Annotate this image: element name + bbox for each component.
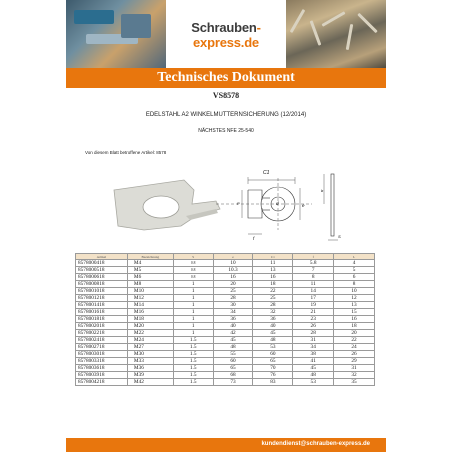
table-cell: 12	[334, 295, 375, 302]
table-cell: 8578001618	[76, 309, 128, 316]
table-cell: 31	[334, 365, 375, 372]
table-cell: 0.8	[173, 267, 213, 274]
table-cell: 22	[253, 288, 293, 295]
table-cell: 1	[173, 281, 213, 288]
table-cell: 16	[334, 316, 375, 323]
table-cell: M8	[127, 281, 173, 288]
table-row	[76, 323, 375, 330]
table-cell: 1	[173, 330, 213, 337]
table-cell: 53	[253, 344, 293, 351]
dimensions-table	[75, 253, 375, 386]
table-cell: 8578000518	[76, 267, 128, 274]
table-cell: 6	[334, 274, 375, 281]
table-cell: 28	[293, 330, 334, 337]
table-row	[76, 351, 375, 358]
table-cell: 35	[334, 379, 375, 386]
table-row	[76, 358, 375, 365]
col-header: Bezeichnung	[127, 254, 173, 260]
footer-email-link[interactable]: kundendienst@schrauben-express.de	[261, 441, 370, 447]
table-cell: 38	[293, 351, 334, 358]
table-cell: M22	[127, 330, 173, 337]
table-row	[76, 302, 375, 309]
table-row	[76, 365, 375, 372]
label-e: e	[302, 203, 305, 208]
table-cell: 16	[213, 274, 253, 281]
technical-drawing	[66, 160, 386, 248]
table-cell: 1	[173, 295, 213, 302]
table-cell: 13	[253, 267, 293, 274]
affected-items-note: Von diesem Blatt betroffene Artikel: 8578	[85, 150, 167, 155]
table-cell: 45	[213, 337, 253, 344]
footer-bar	[66, 438, 386, 452]
table-cell: 36	[213, 316, 253, 323]
table-cell: 0.8	[173, 260, 213, 267]
header-photo-screws	[286, 0, 386, 68]
table-cell: M5	[127, 267, 173, 274]
table-cell: 34	[213, 309, 253, 316]
table-cell: 1.5	[173, 344, 213, 351]
table-cell: 48	[213, 344, 253, 351]
table-cell: 1.5	[173, 337, 213, 344]
document-subtitle: EDELSTAHL A2 WINKELMUTTERNSICHERUNG (12/2014)	[145, 112, 307, 118]
table-cell: 8578002018	[76, 323, 128, 330]
document-title-bar: Technisches Dokument	[66, 68, 386, 88]
table-cell: 8	[293, 274, 334, 281]
table-cell: M30	[127, 351, 173, 358]
table-cell: 40	[253, 323, 293, 330]
table-cell: 55	[213, 351, 253, 358]
table-cell: 1	[173, 288, 213, 295]
table-cell: 7	[293, 267, 334, 274]
table-row	[76, 379, 375, 386]
table-cell: 48	[293, 372, 334, 379]
table-cell: 70	[253, 365, 293, 372]
table-cell: 30	[213, 302, 253, 309]
table-cell: 8578001018	[76, 288, 128, 295]
table-cell: 83	[253, 379, 293, 386]
table-cell: M24	[127, 337, 173, 344]
table-cell: 1	[173, 316, 213, 323]
table-cell: 1	[173, 323, 213, 330]
table-cell: M6	[127, 274, 173, 281]
table-cell: 8578002418	[76, 337, 128, 344]
document-page	[66, 0, 386, 452]
table-row	[76, 316, 375, 323]
table-cell: 65	[253, 358, 293, 365]
table-cell: 1.5	[173, 351, 213, 358]
table-cell: M10	[127, 288, 173, 295]
col-header: S	[173, 254, 213, 260]
table-cell: M36	[127, 365, 173, 372]
table-cell: 8578000418	[76, 260, 128, 267]
document-code: VS8578	[212, 91, 240, 100]
table-cell: 8578003018	[76, 351, 128, 358]
table-cell: 10	[213, 260, 253, 267]
front-view	[216, 177, 312, 234]
table-cell: 25	[253, 295, 293, 302]
table-cell: 10.3	[213, 267, 253, 274]
table-cell: 32	[334, 372, 375, 379]
table-cell: 25	[213, 288, 253, 295]
table-cell: M14	[127, 302, 173, 309]
table-cell: 8578001218	[76, 295, 128, 302]
table-cell: M39	[127, 372, 173, 379]
table-cell: 1	[173, 309, 213, 316]
table-cell: 20	[213, 281, 253, 288]
col-header: C1	[253, 254, 293, 260]
table-cell: 45	[253, 330, 293, 337]
table-row	[76, 260, 375, 267]
label-c1: C1	[263, 170, 270, 176]
table-cell: 23	[293, 316, 334, 323]
table-cell: 45	[293, 365, 334, 372]
table-cell: 13	[334, 302, 375, 309]
table-row	[76, 281, 375, 288]
table-row	[76, 337, 375, 344]
table-cell: 18	[334, 323, 375, 330]
table-cell: 8578003918	[76, 372, 128, 379]
table-cell: 0.8	[173, 274, 213, 281]
table-cell: 41	[293, 358, 334, 365]
table-cell: 60	[253, 351, 293, 358]
table-cell: 28	[213, 295, 253, 302]
table-cell: 8578003618	[76, 365, 128, 372]
logo-accent-text: -express.de	[193, 20, 261, 50]
table-cell: 11	[293, 281, 334, 288]
col-header: e	[213, 254, 253, 260]
table-row	[76, 372, 375, 379]
table-cell: 34	[293, 344, 334, 351]
table-cell: M27	[127, 344, 173, 351]
table-row	[76, 288, 375, 295]
table-row	[76, 309, 375, 316]
table-cell: 48	[253, 337, 293, 344]
label-b: b	[321, 188, 324, 193]
table-cell: M12	[127, 295, 173, 302]
table-body	[76, 260, 375, 386]
table-cell: 26	[293, 323, 334, 330]
table-cell: 8578001418	[76, 302, 128, 309]
table-cell: M20	[127, 323, 173, 330]
table-cell: 19	[293, 302, 334, 309]
table-cell: 8578000818	[76, 281, 128, 288]
table-cell: 1.5	[173, 379, 213, 386]
table-cell: 26	[334, 351, 375, 358]
table-cell: 8578004218	[76, 379, 128, 386]
table-cell: M18	[127, 316, 173, 323]
table-cell: 22	[334, 337, 375, 344]
table-cell: 4	[334, 260, 375, 267]
table-cell: 8578001818	[76, 316, 128, 323]
table-cell: 65	[213, 365, 253, 372]
table-cell: M42	[127, 379, 173, 386]
table-cell: 32	[253, 309, 293, 316]
col-header: L	[334, 254, 375, 260]
table-cell: 15	[334, 309, 375, 316]
table-row	[76, 274, 375, 281]
table-row	[76, 295, 375, 302]
col-header: f	[293, 254, 334, 260]
table-cell: 20	[334, 330, 375, 337]
label-f: f	[253, 236, 255, 241]
table-cell: 68	[213, 372, 253, 379]
table-cell: 14	[293, 288, 334, 295]
table-cell: 10	[334, 288, 375, 295]
table-cell: 21	[293, 309, 334, 316]
table-cell: 42	[213, 330, 253, 337]
table-cell: 17	[293, 295, 334, 302]
label-s: S	[338, 234, 341, 239]
table-cell: 73	[213, 379, 253, 386]
table-row	[76, 344, 375, 351]
table-cell: 53	[293, 379, 334, 386]
table-cell: 36	[253, 316, 293, 323]
table-cell: M33	[127, 358, 173, 365]
table-cell: 1.5	[173, 365, 213, 372]
label-d: d	[276, 201, 279, 206]
table-cell: 1.5	[173, 372, 213, 379]
brand-logo[interactable]	[166, 20, 286, 50]
table-cell: 24	[334, 344, 375, 351]
table-row	[76, 267, 375, 274]
table-cell: 29	[334, 358, 375, 365]
table-cell: 18	[253, 281, 293, 288]
table-cell: 5	[334, 267, 375, 274]
table-cell: M4	[127, 260, 173, 267]
label-p: P	[237, 201, 240, 206]
table-cell: 8	[334, 281, 375, 288]
table-cell: 28	[253, 302, 293, 309]
table-cell: 31	[293, 337, 334, 344]
side-view	[324, 174, 338, 240]
table-cell: 1.5	[173, 358, 213, 365]
table-cell: 8578002718	[76, 344, 128, 351]
table-cell: 76	[253, 372, 293, 379]
table-cell: 8578000618	[76, 274, 128, 281]
logo-main-text: Schrauben	[191, 20, 257, 35]
table-cell: 16	[253, 274, 293, 281]
table-row	[76, 330, 375, 337]
col-header: Artikel	[76, 254, 128, 260]
table-cell: 60	[213, 358, 253, 365]
table-cell: 8578003318	[76, 358, 128, 365]
table-cell: 5.8	[293, 260, 334, 267]
header-photo-tools	[66, 0, 166, 68]
table-cell: 40	[213, 323, 253, 330]
table-cell: M16	[127, 309, 173, 316]
document-standard: NÄCHSTES NFE 25-540	[198, 128, 254, 134]
table-cell: 1	[173, 302, 213, 309]
table-cell: 8578002218	[76, 330, 128, 337]
washer-product-image	[114, 180, 220, 230]
table-cell: 11	[253, 260, 293, 267]
